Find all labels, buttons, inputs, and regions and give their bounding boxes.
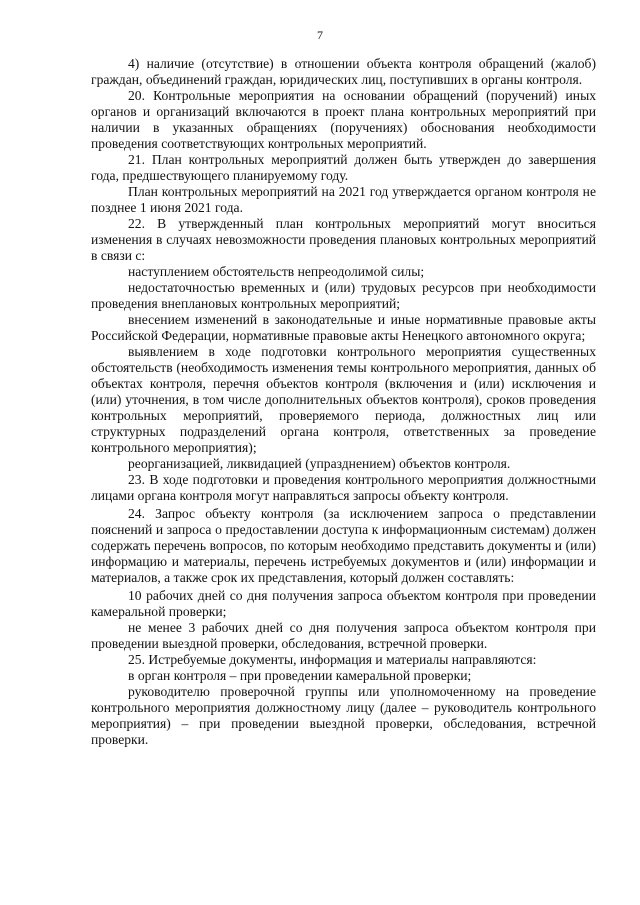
paragraph-25-control-body: в орган контроля – при проведении камеральной проверки; <box>128 668 472 683</box>
paragraph-24-term-3-days: не менее 3 рабочих дней со дня получения запроса объектом контроля при проведении выездной проверки, обследования, встречной проверки. <box>91 620 596 651</box>
paragraph-24-term-10-days: 10 рабочих дней со дня получения запроса объектом контроля при проведении камеральной проверки; <box>91 588 596 619</box>
page-content <box>91 56 596 748</box>
paragraph-23: 23. В ходе подготовки и проведения контрольного мероприятия должностными лицами органа контроля могут направляться запросы объекту контроля. <box>91 472 596 503</box>
paragraph-20: 20. Контрольные мероприятия на основании обращений (поручений) иных органов и организаций включаются в проект плана контрольных мероприятий при наличии в указанных обращениях (поручениях) обоснования необходимости проведения соответствующих контрольных мероприятий. <box>91 88 596 151</box>
paragraph-22-resources: недостаточностью временных и (или) трудовых ресурсов при необходимости проведения внеплановых контрольных мероприятий; <box>91 280 596 311</box>
paragraph-plan-2021: План контрольных мероприятий на 2021 год утверждается органом контроля не позднее 1 июня 2021 года. <box>91 184 596 215</box>
paragraph-22-circumstances: выявлением в ходе подготовки контрольного мероприятия существенных обстоятельств (необходимость изменения темы контрольного мероприятия, данных об объектах контроля, перечня объектов контроля (включения и (или) исключения и (или) уточнения, в том числе дополнительных объектов контроля), сроков проведения контрольных мероприятий, проверяемого периода, должностных лиц или структурных подразделений органа контроля, ответственных за проведение контрольного мероприятия); <box>91 344 596 455</box>
paragraph-22-force-majeure: наступлением обстоятельств непреодолимой силы; <box>128 264 425 279</box>
page-number: 7 <box>317 28 323 42</box>
paragraph-25-group-head: руководителю проверочной группы или уполномоченному на проведение контрольного мероприятия должностному лицу (далее – руководитель контрольного мероприятия) – при проведении выездной проверки, обследования, встречной проверки. <box>91 684 596 747</box>
paragraph-25: 25. Истребуемые документы, информация и материалы направляются: <box>128 652 537 667</box>
paragraph-22: 22. В утвержденный план контрольных мероприятий могут вноситься изменения в случаях невозможности проведения плановых контрольных мероприятий в связи с: <box>91 216 596 263</box>
paragraph-24: 24. Запрос объекту контроля (за исключением запроса о представлении пояснений и запроса о предоставлении доступа к информационным системам) должен содержать перечень вопросов, по которым необходимо представить документы и (или) информацию и материалы, перечень истребуемых документов и (или) информации и материалов, а также срок их представления, который должен составлять: <box>91 506 596 585</box>
paragraph-21: 21. План контрольных мероприятий должен быть утвержден до завершения года, предшествующего планируемому году. <box>91 152 596 183</box>
paragraph-item-4: 4) наличие (отсутствие) в отношении объекта контроля обращений (жалоб) граждан, объединений граждан, юридических лиц, поступивших в органы контроля. <box>91 56 596 87</box>
paragraph-22-reorganization: реорганизацией, ликвидацией (упразднением) объектов контроля. <box>128 456 511 471</box>
paragraph-22-legislation: внесением изменений в законодательные и иные нормативные правовые акты Российской Федерации, нормативные правовые акты Ненецкого автономного округа; <box>91 312 596 343</box>
